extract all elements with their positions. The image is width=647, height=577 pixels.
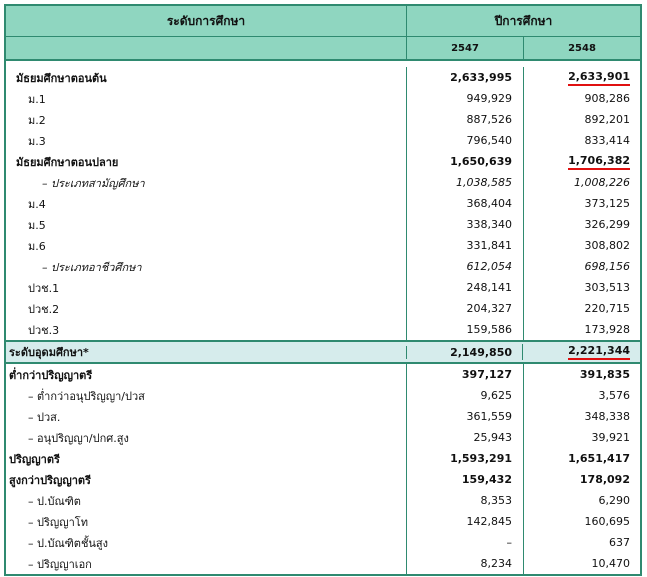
value-2548: 1,706,382: [568, 155, 630, 170]
table-row: [6, 256, 640, 277]
value-2548: 908,286: [584, 92, 630, 105]
value-2547: 142,845: [466, 515, 512, 528]
header-row: [6, 6, 640, 37]
value-2548: 303,513: [584, 281, 630, 294]
row-label: มัธยมศึกษาตอนปลาย: [16, 155, 119, 169]
table-row: [6, 172, 640, 193]
row-label: – ประเภทอาชีวศึกษา: [42, 260, 142, 274]
value-2547: 2,633,995: [450, 71, 512, 84]
value-2547: 361,559: [466, 410, 512, 423]
value-2548: 348,338: [584, 410, 630, 423]
value-2548: 3,576: [598, 389, 630, 402]
value-2548: 326,299: [584, 218, 630, 231]
level-header: ระดับการศึกษา: [6, 6, 407, 36]
row-label: ม.5: [28, 218, 46, 232]
value-2547: 204,327: [466, 302, 512, 315]
year-2547-header: 2547: [407, 37, 524, 59]
table-row: [6, 319, 640, 340]
row-label: – ป.บัณฑิต: [28, 494, 81, 508]
value-2548: 637: [609, 536, 630, 549]
value-2548: 892,201: [584, 113, 630, 126]
row-label: ม.6: [28, 239, 46, 253]
value-2548: 2,221,344: [568, 345, 630, 360]
row-label: ต่ำกว่าปริญญาตรี: [9, 368, 93, 382]
row-label: – ปวส.: [28, 410, 61, 424]
table-row: [6, 427, 640, 448]
row-label: มัธยมศึกษาตอนต้น: [16, 71, 107, 85]
table-row: [6, 511, 640, 532]
table-row: [6, 130, 640, 151]
row-label: – ปริญญาเอก: [28, 557, 92, 571]
row-label: – ปริญญาโท: [28, 515, 88, 529]
year-header-row: [6, 37, 640, 61]
value-2547: 397,127: [461, 368, 512, 381]
value-2547: 9,625: [480, 389, 512, 402]
value-2547: 8,353: [480, 494, 512, 507]
value-2548: 1,651,417: [568, 452, 630, 465]
table-row: [6, 469, 640, 490]
value-2547: 1,650,639: [450, 155, 512, 168]
table-row: [6, 151, 640, 172]
table-row: [6, 277, 640, 298]
value-2547: 159,432: [461, 473, 512, 486]
value-2548: 6,290: [598, 494, 630, 507]
value-2548: 1,008,226: [574, 176, 630, 189]
table-row: [6, 385, 640, 406]
value-2548: 698,156: [584, 260, 630, 273]
row-label: – ป.บัณฑิตชั้นสูง: [28, 536, 109, 550]
row-label: ม.4: [28, 197, 46, 211]
academic-year-header: ปีการศึกษา: [494, 13, 553, 28]
row-label: ปวช.2: [28, 302, 60, 316]
value-2548: 10,470: [591, 557, 630, 570]
value-2547: 796,540: [466, 134, 512, 147]
value-2547: 368,404: [466, 197, 512, 210]
table-row: [6, 406, 640, 427]
row-label: – ต่ำกว่าอนุปริญญา/ปวส: [28, 389, 145, 403]
value-2548: 39,921: [591, 431, 630, 444]
year-2548-header: 2548: [568, 42, 596, 54]
value-2547: 159,586: [466, 323, 512, 336]
value-2548: 308,802: [584, 239, 630, 252]
value-2548: 391,835: [579, 368, 630, 381]
row-label: ปวช.3: [28, 323, 60, 337]
table-row: [6, 88, 640, 109]
table-row: [6, 109, 640, 130]
row-label: ปริญญาตรี: [9, 452, 60, 466]
higher-education-total-row: [6, 340, 640, 364]
value-2547: 331,841: [466, 239, 512, 252]
value-2547: 248,141: [466, 281, 512, 294]
value-2547: 949,929: [466, 92, 512, 105]
table-row: [6, 553, 640, 574]
table-row: [6, 235, 640, 256]
value-2548: 373,125: [584, 197, 630, 210]
table-row: [6, 214, 640, 235]
value-2548: 2,633,901: [568, 71, 630, 86]
row-label: ม.2: [28, 113, 46, 127]
row-label: ม.3: [28, 134, 46, 148]
value-2548: 833,414: [584, 134, 630, 147]
row-label: ระดับอุดมศึกษา*: [9, 346, 89, 359]
table-row: [6, 67, 640, 88]
table-row: [6, 193, 640, 214]
value-2547: 887,526: [466, 113, 512, 126]
table-row: [6, 532, 640, 553]
row-label: ปวช.1: [28, 281, 60, 295]
value-2547: 612,054: [466, 260, 512, 273]
row-label: ม.1: [28, 92, 46, 106]
value-2548: 160,695: [584, 515, 630, 528]
table-row: [6, 490, 640, 511]
value-2548: 220,715: [584, 302, 630, 315]
secondary-section: [6, 67, 640, 340]
table-row: [6, 448, 640, 469]
value-2547: 1,038,585: [456, 176, 512, 189]
higher-section: [6, 364, 640, 574]
table-row: [6, 364, 640, 385]
level-header-spacer: [6, 37, 407, 59]
education-table: [4, 4, 642, 576]
value-2547: 8,234: [480, 557, 512, 570]
value-2547: 1,593,291: [450, 452, 512, 465]
table-row: [6, 298, 640, 319]
value-2548: 173,928: [584, 323, 630, 336]
row-label: – อนุปริญญา/ปกศ.สูง: [28, 431, 129, 445]
value-2547: 338,340: [466, 218, 512, 231]
row-label: สูงกว่าปริญญาตรี: [9, 473, 91, 487]
value-2548: 178,092: [579, 473, 630, 486]
value-2547: 2,149,850: [406, 346, 522, 359]
value-2547: –: [506, 536, 512, 549]
value-2547: 25,943: [473, 431, 512, 444]
row-label: – ประเภทสามัญศึกษา: [42, 176, 145, 190]
